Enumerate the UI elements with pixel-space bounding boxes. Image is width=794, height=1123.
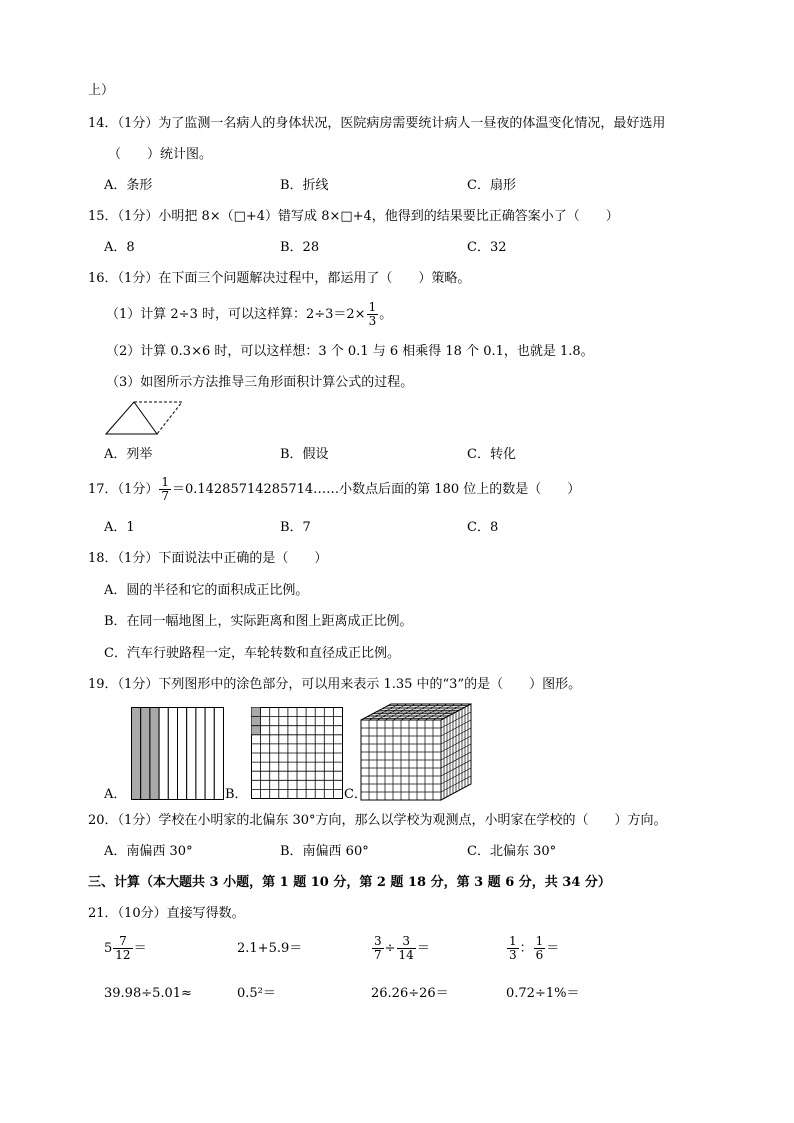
ratio-sign: ： — [519, 941, 533, 956]
calc-fraction-1 — [507, 935, 519, 962]
continued-text: 上） — [88, 83, 115, 98]
q19-option-c[interactable]: C． — [344, 787, 367, 802]
q16-fraction — [367, 301, 379, 328]
q19-option-b[interactable]: B． — [225, 787, 248, 802]
calc-fraction-2 — [534, 935, 546, 962]
q16-sub1-text: （1）计算 2÷3 时，可以这样算：2÷3＝2× — [106, 307, 366, 322]
calc-item-3 — [371, 933, 430, 965]
q20-stem: 20．（1分）学校在小明家的北偏东 30°方向，那么以学校为观测点，小明家在学校的（ ）方向。 — [88, 813, 667, 828]
figure-a-ten-strips — [131, 707, 224, 800]
equals-sign: ＝ — [416, 941, 430, 956]
q18-option-b[interactable]: B．在同一幅地图上，实际距离和图上距离成正比例。 — [104, 614, 413, 629]
q14-stem: 14．（1分）为了监测一名病人的身体状况，医院病房需要统计病人一昼夜的体温变化情况，最好选用 — [88, 116, 666, 131]
fraction-denominator: 3 — [509, 948, 517, 962]
q16-option-a[interactable]: A．列举 — [104, 447, 153, 462]
fraction-numerator: 1 — [535, 934, 544, 948]
equals-sign: ＝ — [546, 941, 560, 956]
fraction-denominator: 14 — [398, 948, 414, 962]
q14-option-b[interactable]: B．折线 — [280, 178, 329, 193]
q16-option-c[interactable]: C．转化 — [467, 447, 516, 462]
q14-option-c[interactable]: C．扇形 — [467, 178, 516, 193]
q17-option-b[interactable]: B．7 — [280, 520, 311, 535]
q15-stem: 15．（1分）小明把 8×（□+4）错写成 8×□+4，他得到的结果要比正确答案小了（ ） — [88, 209, 619, 224]
figure-c-thousand-cube — [360, 703, 472, 801]
equals-sign: ＝ — [133, 941, 147, 956]
fraction-denominator: 3 — [368, 314, 377, 328]
q16-sub1-end: 。 — [379, 307, 393, 322]
q17-rest: ＝0.14285714285714……小数点后面的第 180 位上的数是（ ） — [171, 482, 581, 497]
q16-sub2: （2）计算 0.3×6 时，可以这样想：3 个 0.1 与 6 相乘得 18 个 0.1，也就是 1.8。 — [106, 344, 594, 359]
calc-item-1 — [104, 933, 147, 965]
q20-option-a[interactable]: A．南偏西 30° — [104, 844, 193, 859]
q16-stem: 16．（1分）在下面三个问题解决过程中，都运用了（ ）策略。 — [88, 271, 471, 286]
q17-option-c[interactable]: C．8 — [467, 520, 499, 535]
q18-option-c[interactable]: C．汽车行驶路程一定，车轮转数和直径成正比例。 — [104, 646, 400, 661]
calc-item-2: 2.1+5.9＝ — [237, 941, 303, 956]
q14-option-a[interactable]: A．条形 — [104, 178, 153, 193]
q18-stem: 18．（1分）下面说法中正确的是（ ） — [88, 551, 328, 566]
fraction-numerator: 7 — [113, 935, 132, 949]
q18-option-a[interactable]: A．圆的半径和它的面积成正比例。 — [104, 583, 309, 598]
fraction-denominator: 12 — [115, 948, 131, 962]
calc-fraction-2 — [397, 935, 416, 962]
q17-option-a[interactable]: A．1 — [104, 520, 135, 535]
mixed-integer: 5 — [104, 941, 113, 956]
q20-option-b[interactable]: B．南偏西 60° — [280, 844, 369, 859]
calc-item-4 — [506, 933, 559, 965]
fraction-denominator: 7 — [374, 948, 382, 962]
fraction-denominator: 6 — [535, 948, 544, 962]
triangle-parallelogram-figure — [104, 400, 184, 436]
q21-stem: 21．（10分）直接写得数。 — [88, 906, 245, 921]
figure-b-hundred-grid — [251, 707, 343, 799]
q20-option-c[interactable]: C．北偏东 30° — [467, 844, 557, 859]
calc-fraction — [113, 935, 132, 962]
q17-prefix: 17．（1分） — [88, 482, 159, 497]
calc-item-6: 0.5²＝ — [237, 986, 276, 1001]
fraction-numerator: 3 — [397, 935, 416, 949]
section-heading: 三、计算（本大题共 3 小题，第 1 题 10 分，第 2 题 18 分，第 3 题 6 分，共 34 分） — [88, 875, 611, 890]
calc-item-7: 26.26÷26＝ — [371, 986, 449, 1001]
q14-stem-cont: （ ）统计图。 — [108, 147, 213, 162]
q15-option-a[interactable]: A．8 — [104, 240, 135, 255]
q16-sub1 — [106, 300, 392, 330]
q17-stem — [88, 475, 580, 505]
calc-fraction-1 — [372, 935, 384, 962]
q19-option-a[interactable]: A． — [104, 787, 127, 802]
q16-sub3: （3）如图所示方法推导三角形面积计算公式的过程。 — [106, 375, 414, 390]
q17-fraction — [159, 476, 171, 503]
q16-option-b[interactable]: B．假设 — [280, 447, 329, 462]
calc-item-5: 39.98÷5.01≈ — [104, 986, 192, 1001]
fraction-numerator: 3 — [374, 934, 382, 948]
fraction-numerator: 1 — [161, 475, 169, 489]
divide-sign: ÷ — [384, 941, 396, 956]
calc-item-8: 0.72÷1%＝ — [506, 986, 580, 1001]
q15-option-b[interactable]: B．28 — [280, 240, 320, 255]
fraction-denominator: 7 — [161, 489, 169, 503]
fraction-numerator: 1 — [368, 300, 377, 314]
fraction-numerator: 1 — [509, 934, 517, 948]
q15-option-c[interactable]: C．32 — [467, 240, 507, 255]
q19-stem: 19．（1分）下列图形中的涂色部分，可以用来表示 1.35 中的“3”的是（ ）图形。 — [88, 677, 582, 692]
